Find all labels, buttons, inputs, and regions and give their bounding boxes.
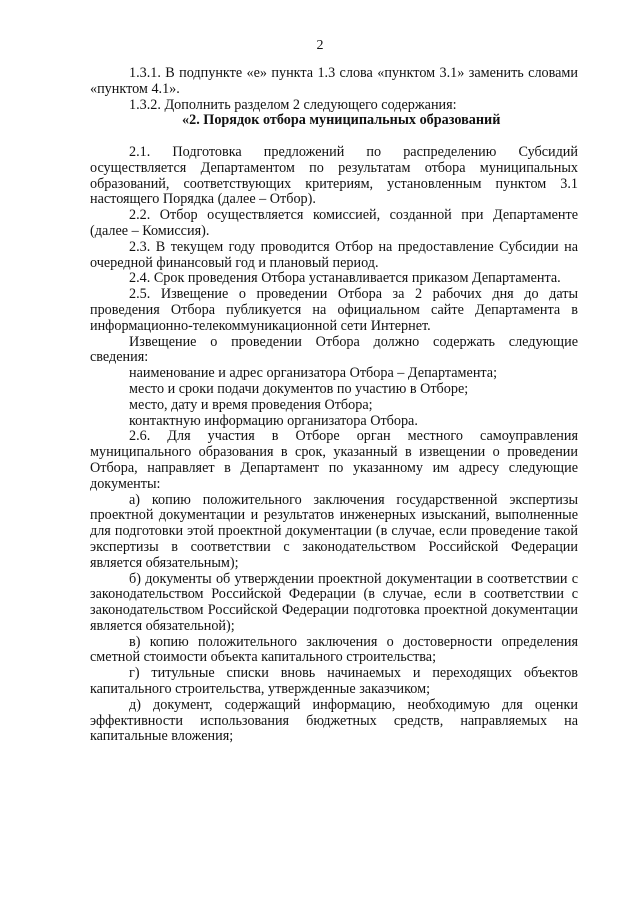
paragraph-1-3-1: 1.3.1. В подпункте «е» пункта 1.3 слова «пунктом 3.1» заменить словами «пунктом 4.1». [90, 65, 578, 97]
document-body [90, 66, 578, 745]
list-item-contact-info: контактную информацию организатора Отбора. [129, 412, 418, 429]
list-item-d: д) документ, содержащий информацию, необходимую для оценки эффективности использования бюджетных средств, направляемых на капитальные вложения; [90, 696, 578, 745]
paragraph-2-2: 2.2. Отбор осуществляется комиссией, созданной при Департаменте (далее – Комиссия). [90, 207, 578, 239]
page-number: 2 [316, 38, 324, 53]
list-item-a: а) копию положительного заключения государственной экспертизы проектной документации и результатов инженерных изысканий, выполненные для подготовки этой проектной документации (в случае, если проведение такой экспертизы в соответствии с законодательством Российской Федерации является обязательным); [90, 491, 578, 571]
list-item-g: г) титульные списки вновь начинаемых и переходящих объектов капитального строительства, утвержденные заказчиком; [90, 665, 578, 698]
paragraph-2-1: 2.1. Подготовка предложений по распределению Субсидий осуществляется Департаментом по результатам отбора муниципальных образований, соответствующих критериям, установленным пунктом 3.1 настоящего Порядка (далее – Отбор). [90, 143, 578, 208]
list-item-b: б) документы об утверждении проектной документации в соответствии с законодательством Российской Федерации (в случае, если в соответствии с законодательством Российской Федерации подготовка проектной документации является обязательной); [90, 570, 578, 634]
list-item-submission-place: место и сроки подачи документов по участию в Отборе; [129, 380, 469, 397]
paragraph-2-4: 2.4. Срок проведения Отбора устанавливается приказом Департамента. [129, 270, 561, 287]
list-item-organizer: наименование и адрес организатора Отбора – Департамента; [129, 365, 498, 382]
paragraph-2-5: 2.5. Извещение о проведении Отбора за 2 рабочих дня до даты проведения Отбора публикуется на официальном сайте Департамента в информационно-телекоммуникационной сети Интернет. [90, 286, 578, 334]
list-item-v: в) копию положительного заключения о достоверности определения сметной стоимости объекта капитального строительства; [90, 633, 578, 666]
paragraph-notice-contents: Извещение о проведении Отбора должно содержать следующие сведения: [90, 333, 578, 366]
paragraph-1-3-2: 1.3.2. Дополнить разделом 2 следующего содержания: [129, 96, 457, 113]
paragraph-2-6: 2.6. Для участия в Отборе орган местного самоуправления муниципального образования в срок, указанный в извещении о проведении Отбора, направляет в Департамент по указанному им адресу следующие документы: [90, 428, 578, 492]
paragraph-2-3: 2.3. В текущем году проводится Отбор на предоставление Субсидии на очередной финансовый год и плановый период. [90, 238, 578, 271]
section-heading: «2. Порядок отбора муниципальных образований [182, 112, 501, 129]
list-item-selection-date: место, дату и время проведения Отбора; [129, 396, 373, 413]
